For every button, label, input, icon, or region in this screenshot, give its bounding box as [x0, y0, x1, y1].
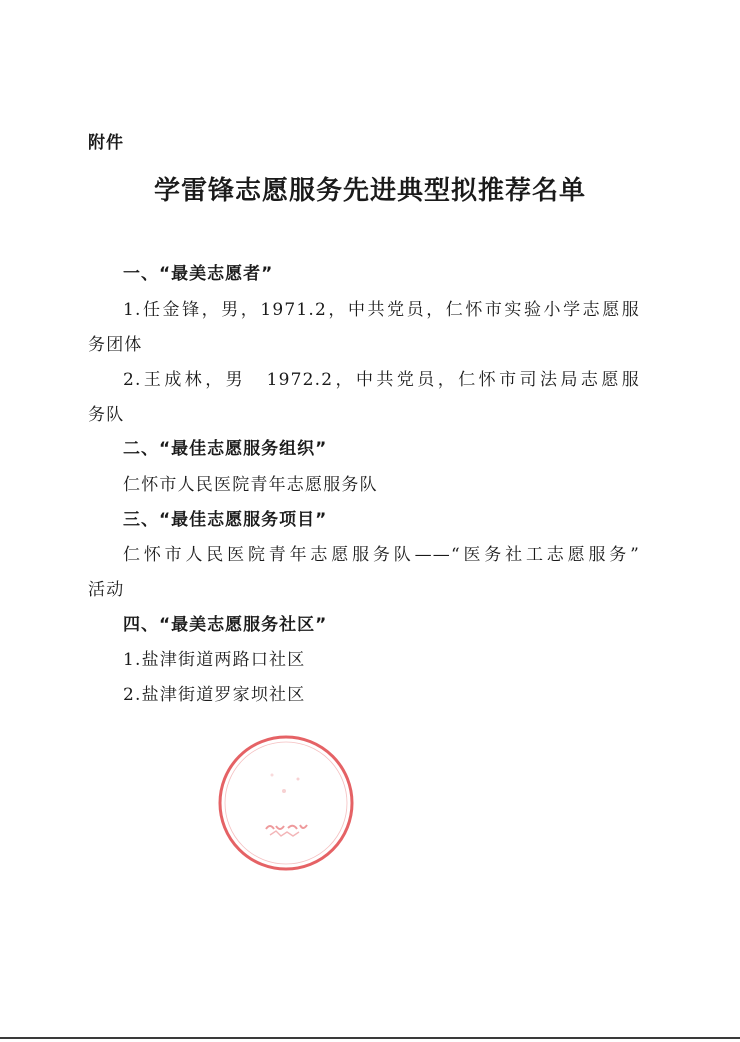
- list-item-continuation: 务队: [88, 405, 125, 425]
- list-item-continuation: 活动: [88, 580, 125, 600]
- section-heading-most-beautiful-community: 四、“最美志愿服务社区”: [123, 615, 328, 635]
- section-heading-best-volunteer-project: 三、“最佳志愿服务项目”: [123, 510, 328, 530]
- list-item-continuation: 务团体: [88, 335, 143, 355]
- official-seal-icon: [214, 731, 358, 875]
- list-item-line: 2.盐津街道罗家坝社区: [123, 685, 306, 705]
- list-item-line: 仁怀市人民医院青年志愿服务队: [123, 475, 378, 495]
- document-title: 学雷锋志愿服务先进典型拟推荐名单: [153, 176, 586, 206]
- attachment-label: 附件: [88, 133, 124, 153]
- list-item-line: 2.王成林，男 1972.2，中共党员，仁怀市司法局志愿服: [123, 370, 640, 390]
- list-item-line: 1.盐津街道两路口社区: [123, 650, 306, 670]
- section-heading-best-volunteer-organization: 二、“最佳志愿服务组织”: [123, 439, 328, 459]
- list-item-line: 1.任金锋，男，1971.2，中共党员，仁怀市实验小学志愿服: [123, 300, 640, 320]
- scan-bottom-edge: [0, 1037, 740, 1039]
- list-item-line: 仁怀市人民医院青年志愿服务队——“医务社工志愿服务”: [123, 545, 640, 565]
- section-heading-most-beautiful-volunteer: 一、“最美志愿者”: [123, 264, 274, 284]
